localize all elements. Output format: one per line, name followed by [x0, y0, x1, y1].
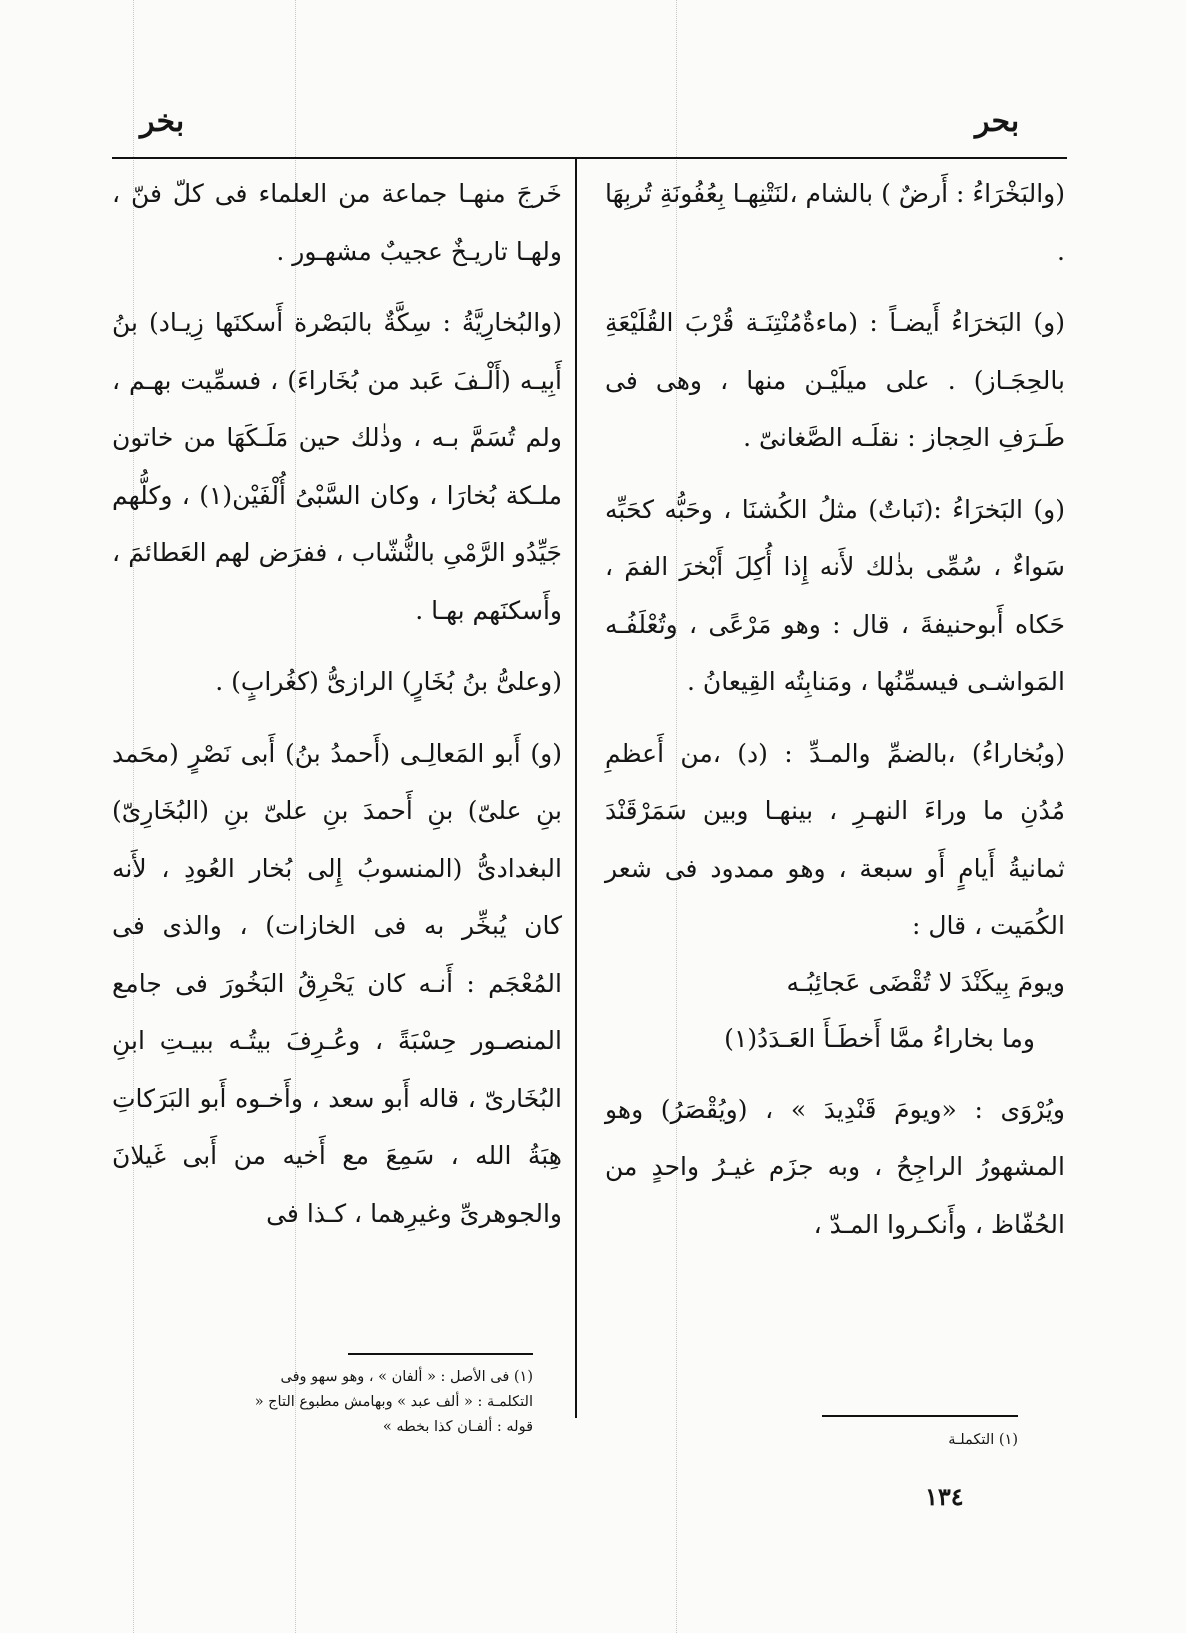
right-column	[605, 165, 1065, 1253]
entry-paragraph: (و) البَخرَاءُ أَيضـاً : (ماءةٌمُنْتِنَـة قُرْبَ القُلَيْعَةِ بالحِجَـاز) . على ميلَيْـن منها ، وهى فى طَـرَفِ الحِجاز : نقلَـه الصَّغانىّ .	[605, 308, 1065, 452]
footnote-rule	[348, 1353, 533, 1355]
verse-line: ويومَ بِيكَنْدَ لا تُقْضَى عَجائِبُـه	[786, 967, 1065, 997]
header-rule	[112, 157, 1067, 159]
entry-paragraph: (وعلىُّ بنُ بُخَارٍ) الرازىُّ (كغُرابٍ) .	[215, 667, 562, 696]
footnote-rule	[822, 1415, 1018, 1417]
entry-paragraph: (والبَخْرَاءُ : أَرضٌ ) بالشام ،لنَتْنِهـا بِعُفُونَةِ تُربِهَا .	[605, 179, 1065, 266]
entry-paragraph: خَرجَ منهـا جماعة من العلماء فى كلّ فنّ ، ولهـا تاريـخٌ عجيبٌ مشهـور .	[112, 179, 562, 266]
entry-paragraph: (والبُخارِيَّةُ : سِكَّةٌ بالبَصْرة أَسكنَها زِيـاد) بنُ أَبِيـه (أَلْـفَ عَبد من بُخَاراءَ) ، فسمِّيت بهـم ، ولم تُسَمَّ بـه ، وذٰلك حين مَلَـكَهَا من خاتون ملـكة بُخارَا ، وكان السَّبْىُ أُلْفَيْن(١) ، وكلُّهم جَيِّدُو الرَّمْىِ بالنُّشّاب ، ففرَض لهم العَطائمَ ، وأَسكنَهم بهـا .	[112, 308, 562, 625]
left-column	[112, 165, 562, 1242]
footnote-right: (١) التكملـة	[948, 1432, 1018, 1448]
footnote-left: (١) فى الأصل : « ألفان » ، وهو سهو وفى التكلمـة : « ألف عبد » وبهامش مطبوع التاج « قوله : ألفـان كذا بخطه »	[254, 1369, 533, 1435]
entry-paragraph: (و) البَخرَاءُ :(نَباتٌ) مثلُ الكُشنَا ، وحَبُّه كحَبِّه سَواءٌ ، سُمِّى بذٰلك لأَنه إِذا أُكِلَ أَبْخرَ الفمَ ، حَكاه أَبوحنيفةَ ، قال : وهو مَرْعًى ، وتُعْلَفُـه المَواشـى فيسمِّنُها ، ومَنابِتُه القِيعانُ .	[605, 494, 1065, 696]
entry-paragraph: (و) أَبو المَعالِـى (أَحمدُ بنُ) أَبى نَصْرٍ (محَمد بنِ علىّ) بنِ أَحمدَ بنِ علىّ بنِ (البُخَارِىّ) البغدادىُّ (المنسوبُ إِلى بُخار العُودِ ، لأَنه كان يُبخِّر به فى الخازات) ، والذى فى المُعْجَم : أَنـه كان يَحْرِقُ البَخُورَ فى جامع المنصـور حِسْبَةً ، وعُـرِفَ بيتُـه ببيـتِ ابنِ البُخَارىّ ، قاله أَبو سعد ، وأَخـوه أَبو البَرَكاتِ هِبَةُ الله ، سَمِعَ مع أَخيه من أَبى غَيلانَ والجوهرىِّ وغيرِهما ، كـذا فى	[112, 738, 562, 1228]
page-number: ١٣٤	[925, 1482, 964, 1511]
running-header-left: بخر	[140, 104, 185, 139]
verse-line: وما بخاراءُ ممَّا أَخطَـأَ العَـدَدُ(١)	[724, 1023, 1035, 1053]
entry-paragraph: ويُرْوَى : «ويومَ قَنْدِيدَ » ، (ويُقْصَرُ) وهو المشهورُ الراجِحُ ، وبه جزَم غيـرُ واحدٍ من الحُفّاظ ، وأَنكـروا المـدّ ،	[605, 1094, 1065, 1239]
column-divider	[575, 158, 577, 1418]
running-header-right: بحر	[975, 104, 1020, 139]
entry-paragraph: (وبُخاراءُ) ،بالضمِّ والمـدِّ : (د) ،من أَعظمِ مُدُنِ ما وراءَ النهـرِ ، بينهـا وبين سَمَرْقَنْدَ ثمانيةُ أَيامٍ أَو سبعة ، وهو ممدود فى شعر الكُمَيت ، قال :	[605, 738, 1065, 940]
